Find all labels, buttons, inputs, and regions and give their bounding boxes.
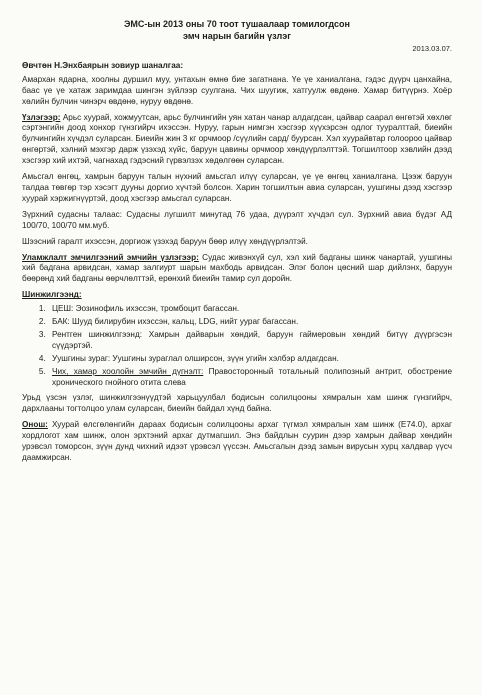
tests-list	[22, 304, 452, 388]
diagnosis-label: Онош:	[22, 420, 48, 430]
complaints-heading: Өвчтөн Н.Энхбаярын зовиур шаналгаа:	[22, 60, 184, 70]
exam-text: Арьс хуурай, хожмуутсан, арьс булчингийн уян хатан чанар алдагдсан, цайвар саарал өнгөтэй хөхлөг сэртэнгийн доод хонхор гүнзгийрч ихэссэн. Нуруу, гарын нимгэн хэсгээр хүүхэрсэн одлог тууралттай, биеийн булчингийн хүчдэл суларсан. Биеийн жин 3 кг орчмоор /сүүлийн сард/ буурсан. Хэл хуурайвтар голоороо цайвар өнгөртэй, хэлний мэхгэр дарж үзэхэд хүйс, баруун цавины орчмоор хөндүүрлэлттэй. Тогшилтоор хэвлийн дээд хэсгээр хий ихтэй, чагнахад гэдэсний гүрвэлзэх хөдөлгөөн суларсан.	[22, 112, 452, 166]
exam-paragraph	[22, 113, 452, 168]
test-item-4: 4. Уушгины зураг: Уушгины зураглал олширсон, зүүн угийн хэлбэр алдагдсан.	[48, 354, 452, 365]
cardio-paragraph: Зүрхний судасны талаас: Судасны лугшилт минутад 76 удаа, дүүрэлт хүчдэл сул. Зүрхний авиа бүдэг АД 100/70, 100/70 мм.муб.	[22, 209, 452, 230]
test-item-3: 3. Рентген шинжилгээнд: Хамрын дайварын хөндий, баруун гаймеровын хөндий битүү дүүргэсэн сүүдэртэй.	[48, 330, 452, 352]
document-title	[42, 18, 432, 42]
tests-heading: Шинжилгээнд:	[22, 290, 82, 300]
test-item-1: 1. ЦЕШ: Эозинофиль ихэссэн, тромбоцит багассан.	[48, 304, 452, 315]
exam-label: Үзлэгээр:	[22, 112, 61, 122]
test-item-5	[48, 367, 452, 389]
complaints-paragraph: Амархан ядарна, хоолны дуршил муу, унтахын өмнө бие загатнана. Үе үе ханиалгана, гэдэс дүүрч цанхайна, баас үе үе хатаж заримдаа шингэн зүйлээр суулгана. Чих шуугиж, хатгуулж өвдөнө. Хамар битүүрнэ. Хоёр хөлийн булчин чинэрч өвдөнө, нуруу өвдөнө.	[22, 74, 452, 106]
diagnosis-text: Хуурай өлсгөлөнгийн дараах бодисын солилцооны архаг түгмэл хямралын хам шинж (Е74.0), архаг хордлогот хам шинж, олон эрхтэний архаг дутмагшил. Энэ байдлын суурин дээр хамрын дайвар хөндийн урэвсэл томорсон, зүүн дунд чихний идээт үрэвсэл үүссэн. Амьсгалын дээд замын вирусын хурц халдвар үүсч даамжирсан.	[22, 420, 452, 462]
traditional-exam-text: Судас живэнхүй сул, хэл хий бадганы шинж чанартай, уушгины хий бадгана арвидсан, хамар залгиурт шарын махбодь арвидсан. Элэг болон цөсний шар дийлэнх, баруун бөөрөнд хий бадганы өөрчлөлттэй, ерөнхий биеийн тамир сул доройн.	[22, 252, 452, 284]
traditional-exam-label: Уламжлалт эмчилгээний эмчийн үзлэгээр:	[22, 252, 199, 262]
diagnosis-paragraph	[22, 420, 452, 464]
title-line-2: эмч нарын багийн үзлэг	[183, 31, 291, 41]
test-item-2: 2. БАК: Шууд билирубин ихэссэн, кальц, LDG, нийт уураг багассан.	[48, 317, 452, 328]
traditional-exam-paragraph	[22, 253, 452, 286]
summary-paragraph: Урьд үзсэн үзлэг, шинжилгээнүүдтэй харьцуулбал бодисын солилцооны хямралын хам шинж гүнзгийрч, дархлааны тогтолцоо улам суларсан, биеийн байдал хүнд байна.	[22, 393, 452, 414]
document-date: 2013.03.07.	[412, 44, 452, 53]
test-item-5-text: Правосторонный тотальный полипозный антрит, обострение хронического гнойного отита слева	[52, 366, 453, 387]
respiratory-paragraph: Амьсгал өнгөц, хамрын баруун талын нүхний амьсгал илүү суларсан, үе үе өнгөц ханиалгана. Цээж баруун талдаа төвгөр тэр хэсэгт дууны доргио хүчтэй болсон. Харин тогшилтын авиа суларсан, уушгины дээд хэсгээр хуурай хэржигнүүртэй, доод хэсгээр амьсгал суларсан.	[22, 172, 452, 203]
title-line-1: ЭМС-ын 2013 оны 70 тоот тушаалаар томилогдсон	[124, 19, 350, 29]
urinary-paragraph: Шээсний гаралт ихэссэн, доргиож үзэхэд баруун бөөр илүү хөндүүрлэлтэй.	[22, 236, 308, 246]
test-item-5-label: Чих, хамар хоолойн эмчийн дүгнэлт:	[52, 366, 204, 376]
